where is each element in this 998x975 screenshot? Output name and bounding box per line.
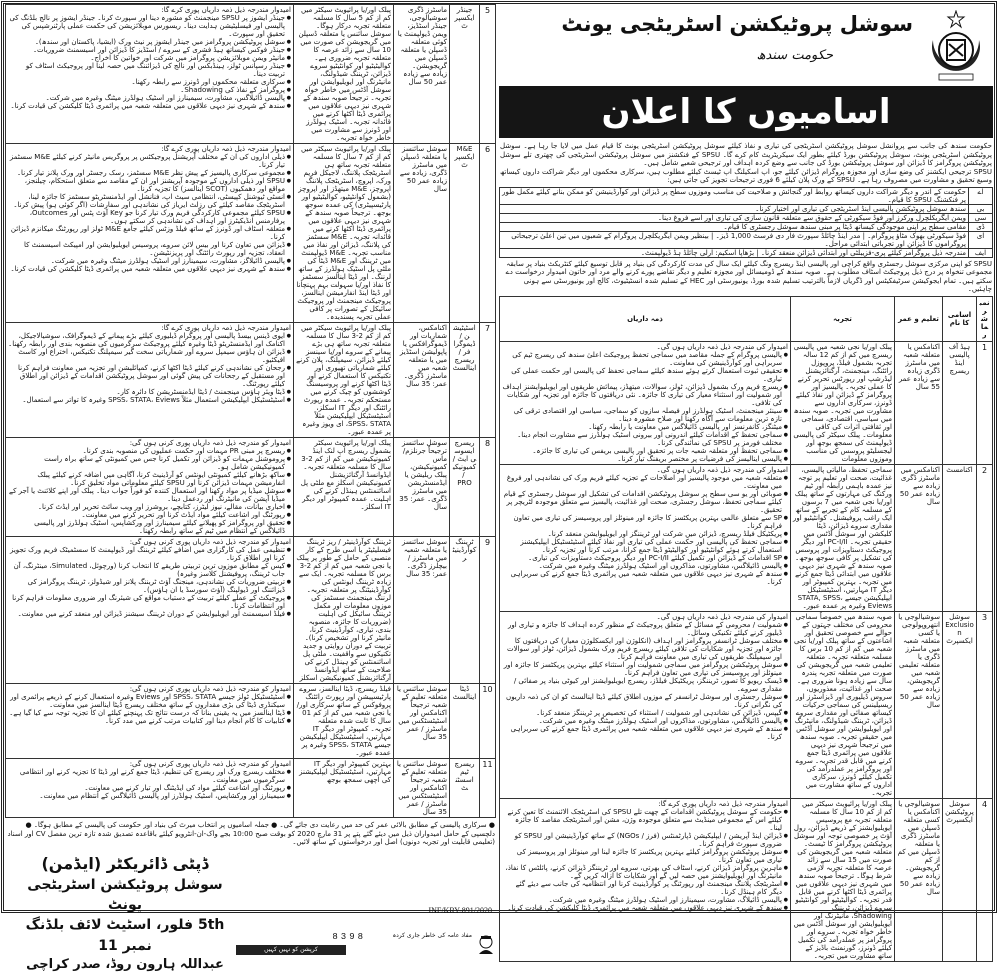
responsibilities-list: [502, 808, 788, 912]
position-number: 8: [480, 438, 496, 537]
position-education: سوشیالوجی یا انتھروپولوجی یا کسی متعلقہ شعبہ میں ماسٹرز ڈگری یا متعلقہ تعلیمی شعبہ میں گریجویشن، زیادہ سے زیادہ عمر 50 سال: [895, 611, 943, 798]
responsibility-item: ● مانیٹر ویمن موبلائزیشن پروگرامز میں شرکت اور خواتین کا اخراج۔: [8, 54, 291, 62]
responsibility-item: ● پالیسی اینالیسز کی فرضیات پر مختصر بریفنگ تیار کرنا۔: [502, 455, 788, 463]
recruitment-notice: SPSU کو اپنی مرکزی سوشل رجسٹری واقع کراچی اور پالیسی اینڈ ریسرچ ونگ کیلئے ایک سال کی مدت کارکردگی کی بنیاد پر قابل توسیع کیلئے کنٹریکٹ بنیاد پر سابقہ مجموعی تنخواہ پر درج ذیل پروجیکٹ اسٹاف مطلوب ہے۔ صوبہ سندھ کے ڈومیسائل اور مجوزہ تعلیم و دیگر تقاضے پورے کرنے والے مرد اور خاتون امیدوار درخواست دے سکتے ہیں۔ تمام ایجوکیشن سرٹیفکیٹس اور ڈگریاں لازماً بالترتیب تسلیم شدہ بورڈ، یونیورسٹی اور HEC کے تسلیم شدہ انسٹیٹیوٹ، کالج اور یونیورسٹی سے ہونی چاہئیں۔: [505, 259, 992, 293]
responsibility-item: ● سوشل پروٹیکشن پروگرامز میں سماجی شمولیت اور استثناء کیلئے بہترین پریکٹسز کا جائزہ اور مینوئلز اور پروسیسز کی تیاری میں تعاون فراہم کرنا۔: [502, 661, 788, 677]
position-education: سوشیالوجی یا اکنامکس یا کسی متعلقہ ڈسپلن میں ماسٹرز ڈگری یا متعلقہ ڈسپلن میں کم از کم گریجویشن۔ زیادہ سے زیادہ عمر 50 سال: [895, 798, 943, 961]
position-experience: صوبہ سندھ میں خصوصاً سماجی محرومی کی مختلف جہتوں کے حوالے سے خصوصی تحقیق اور اشاعتوں کے ساتھ پبلک اور/یا نجی شعبہ میں کم از کم 10 برس کا مسلمہ متعلقہ تجربہ۔ متعلقہ تعلیمی شعبہ میں گریجویشن کی صورت میں متعلقہ تجربہ پندرہ سال سے زیادہ ہونا ضروری ہے۔ صحت اور غذائیت، معذوریوں، سروس ڈیلیوری اور ڈیزاسٹرز اور ریسیلینس کی سماجی حرکیات کیساتھ صفائی اور مقداری سروے ڈیزائن، ٹریننگ شیڈولنگ، مانیٹرنگ اور ایویلیوایشن اور سوشل آڈٹس میں حقیقی تجربہ۔ صوبہ سندھ میں ترجیحاً شہری نیز دیہی علاقوں میں پرائمری ڈیٹا جمع کرنے میں قابل قدر تجربہ۔ سروے اور پروگرامز پر عملدرآمد کی تکمیل کیلئے ڈونرز، سرکاری اداروں کے ساتھ مشاورت میں تجربہ۔: [791, 611, 895, 798]
responsibility-item: ● جینڈر ایشوز پر SPSU مینجمنٹ کو مشورہ دینا اور سپورٹ کرنا۔ جینڈر ایشوز پر نالج بلڈنگ کی پالیسی اور فیسلیٹیشن ہدایت دینا۔ ریسورس موبلائزیشن کی حکمت عملی پارٹنرشپس کی تحقیق اور سپورٹ۔: [8, 14, 291, 38]
responsibility-item: ● سماجی تحفظ اور متعلقہ شعبہ جات پر تحقیق اور پالیسی بریفس کی تیاری کا جائزہ۔: [502, 447, 788, 455]
responsibility-item: ● ڈیسک ریویو کا تصور، ٹریننگز، پریکٹیکل فیلڈز، ریسرچ ایویلیوایشنز اور کیوٹی بنیاد پر صفائی / مقداری سروے۔: [502, 677, 788, 693]
table-row: [500, 611, 993, 798]
table-row: [6, 537, 496, 684]
intro-paragraph: حکومت سندھ کی جانب سے پروانشل سوشل پروٹیکشن اسٹریٹجی کی تیاری و نفاذ کیلئے سوشل پروٹیکشن اسٹریٹجی یونٹ کا قیام عمل میں لایا جا رہا ہے۔ سوشل پروٹیکشن اسٹریٹجی یونٹ، سوشل پروٹیکشن بورڈ کیلئے بطور ایک سیکریٹریٹ کام کرے گا۔ SPSU کے فنکشنز میں سوشل پروٹیکشن اسٹریٹجی کی چھتری تلے سوشل پروٹیکشن پروگرامز کا ڈیزائن اور سوشل پروٹیکشن بورڈ کی جانب سے وضع کردہ اہداف اور ترجیحی شعبے شامل ہیں۔: [500, 142, 993, 167]
responsibility-item: ● سوشل پروٹیکشن پروگرامز کیلئے بہترین پریکٹسز کا جائزہ لینا اور مینوئلز اور پروسیسز کی تیاری میں تعاون کرنا۔: [502, 848, 788, 864]
responsibilities-list: [8, 332, 291, 404]
priority-key: سی: [969, 213, 993, 222]
responsibility-item: ● ریسرچ فریم ورک بشمول ڈیزائن، ٹولز، سوالات، میتھڈز، پیمائش طریقوں اور ایویلیوایشنز اہداف اور شمولیت اور استثناء معیار کی تیاری کا جائزہ۔ نئی دریافتوں کا جائزہ اور تجزیہ اور شکایات کی تلافی۔: [502, 383, 788, 407]
responsibility-item: ● اسٹیٹسٹیکل ایپلیکیشن استعمال مثلاً SPSS، STATA، Eviews وغیرہ کا تواتر سے استعمال۔: [8, 396, 291, 404]
position-title: ریسرچ ٹیم اسسٹنٹ: [450, 759, 480, 818]
position-number: 3: [977, 611, 993, 798]
responsibilities-intro: امیدوار کو مندرجہ ذیل ذمہ داریاں پوری کرنی ہوں گی:: [129, 439, 291, 447]
position-number: 9: [480, 537, 496, 684]
position-number: 6: [480, 144, 496, 323]
header-education: تعلیم و عمر: [895, 296, 943, 341]
position-title: سوشل پروٹیکشن ایکسپرٹ: [943, 798, 977, 961]
responsibility-item: ● تحقیق اور پروگرامز کو پھیلانے کیلئے سیمینارز اور ورکشاپس، اسٹیک ہولڈرز اور پالیسی ڈائیلاگس کے انتظام میں ٹیم کے ساتھ رابطہ رکھنا۔: [8, 519, 291, 535]
position-responsibilities: [6, 5, 294, 144]
responsibilities-intro: امیدوار کی مندرجہ ذیل ذمہ داریاں ہوں گی۔: [656, 342, 788, 351]
priority-row: [500, 222, 993, 231]
responsibility-item: ● حکومت کے سوشل پروٹیکشن اقدامات کے چھت تلے SPSU کی اسٹریٹجک الائنمنٹ کا تعین کرنے کیلئے اس کے مجموعی مینڈیٹ سے متعلق موجودہ وژن، مشن اور اسٹریٹجک مقاصد کا جائزہ لینا۔: [502, 808, 788, 832]
signatory-org: سوشل پروٹیکشن اسٹریٹجی یونٹ: [27, 876, 223, 913]
signature-block: [25, 852, 225, 975]
position-experience: پبلک اور/یا پرائیویٹ سیکٹر میں کم از کم 2-3 سال کا مسلمہ متعلقہ تجربہ ساتھ ہی بڑے پیمانے کے سروے اور/یا سینسز کیلئے ڈیزائن، سیمپلنگ، پلان کرنے کیلئے شماریاتی تھیوری اور تکنیکس کا استعمال کرنے اور ڈیٹا اکٹھا کرنے اور پروسیسنگ کوششوں کو چیک کرنے میں مستحکم تجربہ۔ عمدہ رپورٹ رائٹنگ اور دیگر IT اسکلز، اسٹیٹسٹیکل ایپلیکیشن مثلاً SPSS، STATA، ای ویوز وغیرہ پر عمدہ عبور۔: [294, 323, 394, 438]
position-number: 2: [977, 464, 993, 611]
responsibilities-intro: امیدوار مندرجہ ذیل ذمہ داریاں پوری کرے گا:: [658, 799, 788, 808]
sindh-government-seal-icon: [925, 10, 987, 84]
position-education: سوشل سائنسز یا متعلقہ ڈسپلن میں ماسٹرز ڈگری، زیادہ سے زیادہ عمر 50 سال: [394, 144, 450, 323]
header-experience: تجربہ: [791, 296, 895, 341]
address-line-1: 5th فلور، اسٹیٹ لائف بلڈنگ نمبر 11: [25, 917, 225, 954]
responsibility-item: ● انسٹی ٹیوشنل کپیسٹی، انتظامی سیٹ اپ، فنانشل اور ایڈمنسٹریٹو سسٹمز کا جائزہ لینا، اسٹریٹجک مقاصد کیلئے کی رزلٹ ایریاز کی نشاندہی اور سفارشات (اگر کوئی ہو) پیش کرنا۔: [8, 193, 291, 209]
responsibility-item: ● متعلقہ شعبہ میں موجود پالیسیز اور اصلاحات کے تجزیہ کیلئے فریم ورک کی نشاندہی اور فروغ میں معاونت۔: [502, 474, 788, 490]
responsibility-item: ● سوشل رجسٹری اور سوشل ٹرانسفر کے موزوں اطلاق کیلئے ڈیٹا اینالسٹ کو ان کی ذمہ داریوں کی نگرانی کرنا۔: [502, 693, 788, 709]
position-title: سوشل Exclusion ایکسپرٹ: [943, 611, 977, 798]
position-number: 11: [480, 759, 496, 818]
responsibilities-list: [8, 153, 291, 273]
position-education: سوشل سائنسز ترجیحاً جرنلزم/ ماس کمیونیکیشن، پبلک ریلیشن یا ایڈمنسٹریشن میں ماسٹرز ڈگری۔ عمر: 35 سال: [394, 438, 450, 537]
responsibilities-intro: امیدوار مندرجہ ذیل ذمہ داریاں پوری کرے گا:: [161, 6, 291, 14]
position-experience: فیلڈ ریسرچ، ڈیٹا اینالسز، سروے پارٹیسپیشن اور رپورٹ رائٹنگ پروفوکس کے ساتھ سرکاری اور/یا نجی شعبہ میں کم از کم 01 سال کا ثابت شدہ متعلقہ تجربہ۔ کمپیوٹر اور دیگر IT مہارتیں، اسٹیٹسٹیکل ایپلیکیشن جیسے SPSS، STATA وغیرہ پر عمدہ عبور۔: [294, 684, 394, 759]
responsibility-item: ● رپورٹنگ اور اشاعت کیلئے مواد کی ایڈیٹنگ اور تیار کرنے میں معاونت۔: [8, 784, 291, 792]
position-number: 7: [480, 323, 496, 438]
responsibility-item: ● سندھ کے شہری نیز دیہی علاقوں میں متعلقہ شعبہ میں پرائمری ڈیٹا جمع کرنے کی سربراہی کرنا۔: [502, 570, 788, 586]
position-title: ہیڈ آف پالیسی اینڈ ریسرچ: [943, 341, 977, 464]
position-responsibilities: [6, 438, 294, 537]
header-responsibilities: ذمہ داریاں: [500, 296, 791, 341]
table-header-row: [500, 296, 993, 341]
responsibility-item: ● ریسرچ پر مبنی PR مہمات اور حکمت عملیوں کی منصوبہ بندی کرنا۔: [8, 447, 291, 455]
responsibility-item: ● ڈیزائن اینڈ آپریشن / ایپلیکیشن ڈپارٹمنٹس (فرز / NGOs) کے ساتھ کوآرڈینیشن اور SPSU کو ضروری سپورٹ فراہم کرنا۔: [502, 832, 788, 848]
responsibility-item: ● ڈیٹا اینالسز میں یہ یقینی بنانا کہ درست نتائج تک پہنچنے کیلئے ان کا تجزیہ توجہ سے کیا گیا ہے۔: [8, 709, 291, 717]
position-education: ماسٹرز ڈگری سوشیالوجی، جینڈر اسٹڈیز، ویمن ڈیولپمنٹ یا کوئی متعلقہ ڈسپلن یا متعلقہ ڈسپلن میں گریجویشن۔ زیادہ سے زیادہ عمر 50 سال: [394, 5, 450, 144]
footer-bottom: [5, 850, 496, 972]
table-row: [500, 798, 993, 961]
priority-row: [500, 231, 993, 248]
position-number: 1: [977, 341, 993, 464]
left-column: [5, 4, 496, 972]
position-education: سوشل سائنس یا متعلقہ تعلیم کے شعبہ ترجیحاً اکنامکس اور اسٹیٹسٹکس میں ماسٹرز / عمر 35 سال: [394, 684, 450, 759]
position-experience: سماجی تحفظ، مالیاتی پالیسی، غذائیت، صحت اور تعلیم پر توجہ نیز عمدہ باہمی رابطہ اور ٹیم ورکنگ کی مہارتوں کے ساتھ پبلک اور/یا نجی شعبہ میں 7 برسوں کے مسلمہ کام کے تجربے کے ساتھ ایک راغب پروفیشنل۔ کوانٹیٹیو اور مقداری سروے ڈیزائن، ڈیٹا کلیکشن اور سوشل آڈٹس میں حقیقی تجربہ۔ PC-I/II اور دیگر پروجیکٹ دستاویزات اور پروسس کی تشکیل پر کافی سوجھ بوجھ۔ صوبہ سندھ کے شہری نیز دیہی علاقوں میں ابتدائی ڈیٹا جمع کرنے میں تجربہ۔ بہترین کمپیوٹر اور دیگر IT مہارتیں، اسٹیٹسٹیکل ایپلیکیشن جیسے STATA, SPSS، Eviews وغیرہ پر عمدہ عبور۔: [791, 464, 895, 611]
header: [499, 4, 993, 140]
responsibilities-list: [8, 693, 291, 725]
position-responsibilities: [500, 341, 791, 464]
position-education: سوشل سائنس یا متعلقہ تعلیم کے شعبہ ترجیحاً اکنامکس اور اسٹیٹسٹکس میں ماسٹرز / عمر 35 سال: [394, 759, 450, 818]
responsibility-item: ● گیپس، ڈیزائن کی نشاندہی اور شمولیت / استثناء کی تخصیص پر ٹریننگز منعقد کرنا۔: [502, 709, 788, 717]
responsibilities-list: [8, 14, 291, 110]
responsibility-item: ● صوبائی اور یو سی سطح پر سوشل پروٹیکشن اقدامات کی تشکیل اور سوشل رجسٹری کے قیام کیلئے سماجی تحفظ، سوشل رجسٹری، صحت اور غذائیت، پالیسیز سے متعلق موجودہ لٹریچر پر تحقیق۔: [502, 490, 788, 514]
responsibility-item: ● پالیسی ڈائیلاگس، مشاورتوں، مذاکروں اور اسٹیک ہولڈرز میٹنگ وغیرہ میں شرکت۔: [502, 562, 788, 570]
header-no: نمبر شمار: [977, 296, 993, 341]
responsibility-item: ● سوشل پروٹیکشن پروگرامز میں جینڈر ایشوز پر نیٹ ورک (ایشیا، پاکستان اور سندھ)۔: [8, 38, 291, 46]
priority-key: اے: [969, 187, 993, 204]
position-education: اکنامکس، شماریات اور ڈیموگرافکس یا پاپولیشن اسٹڈیز میں یا متعلقہ شعبہ میں ماسٹرز ڈگری۔ عمر: 35 سال: [394, 323, 450, 438]
position-experience: پبلک اور/یا پرائیویٹ سیکٹر میں کم از کم 10 سال کا مسلمہ متعلقہ تجربہ مع پروسیس ایویلیوایشنز کے ذریعے ڈیزائن، رول آؤٹ پر خصوصی توجہ اور سوشل پروٹیکشن پروگرامز کا ٹیسٹ۔ متعلقہ شعبہ میں گریجویشن کی صورت میں 15 سال سے زائد عرصہ کا متعلقہ تجربہ لازمی شرط ہوگا۔ ترجیحاً صوبہ سندھ میں شہری نیز دیہی علاقوں میں پرائمری ڈیٹا اکٹھا کرنے میں قابل قدر تجربہ۔ کوالیٹیٹیو اور کوانٹیٹیو سروے ڈیزائن، ٹریننگ Shadowing، مانیٹرنگ اور ایویلیوایشن اور سوشل آڈٹس میں خاطر خواہ تجربہ۔ سروے اور پروگرامز پر عملدرآمد کی تکمیل کیلئے ڈونرز، گورنمنٹ باڈیز کے ساتھ مشاورت میں تجربہ۔: [791, 798, 895, 961]
responsibility-item: ● SP اقدامات کے ڈیزائن اور تکمیل کیلئے PC-I/II اور دیگر پروجیکٹ دستاویزات کی تیاری۔: [502, 554, 788, 562]
responsibility-item: ● اخباری بیانات، مقالے، نیوز لیٹرز، کتابچے، بروشرز اور ویب سائٹ تحریر اور ایڈٹ کرنا۔: [8, 503, 291, 511]
table-row: [6, 144, 496, 323]
responsibilities-list: [8, 546, 291, 618]
responsibility-item: ● جینڈر رسپانس ٹولز، ہینڈبکس اور نالج کی ڈیزائننگ میں حصہ لینا اور پروجیکٹ اسٹاف کو تربیت دینا۔: [8, 62, 291, 78]
priority-key: ڈی: [969, 222, 993, 231]
responsibility-item: ● سندھ کے شہری نیز دیہی علاقوں میں متعلقہ شعبہ میں پرائمری ڈیٹا کلیکشن کی قیادت کرنا۔: [502, 904, 788, 912]
responsibility-item: ● ذیلی اداروں کی ان کے مختلف آپریشنل پروجیکٹس پر پروگریس مانیٹر کرنے کیلئے M&E سسٹمز تیار کرنا۔: [8, 153, 291, 169]
responsibility-item: ● پالیسی ڈائیلاگز، مشاورت، سیمینارز اور اسٹیک ہولڈرز میٹنگ وغیرہ میں شرکت۔: [8, 257, 291, 265]
priority-text: مقامی سطح پر اپنی موجودگی کیساتھ ڈیٹا پر مبنی سندھ سوشل رجسٹری کا قیام۔: [500, 222, 969, 231]
responsibility-item: ● پالیسی ڈائیلاگ، مشاورت، سیمینارز اور اسٹیک ہولڈرز میٹنگ وغیرہ میں شرکت۔: [502, 896, 788, 904]
table-row: [6, 5, 496, 144]
position-title: اکنامسٹ: [943, 464, 977, 611]
position-responsibilities: [500, 798, 791, 961]
responsibility-item: ● پالیسی پروگرام کے جملہ مقاصد میں سماجی تحفظ پروجیکٹ اعلیٰ سندھ کی ریسرچ ٹیم کی سربراہی اور کوآرڈینیشن کی معاونت۔: [502, 351, 788, 367]
position-title: M&E ایکسپرٹ: [450, 144, 480, 323]
priority-key: بی: [969, 204, 993, 213]
responsibility-item: ● مختلف سوشل ٹرانسفر پروگرامز اور اہداف (انکلوژن اور ایکسکلوژن معیار) کی دریافتوں کا جائزہ اور تجزیہ اور شکایات کی تلافی کیلئے ریسرچ فریم ورک بشمول ڈیزائن، ٹولز اور سوالات اور سیمپلنگ طریقوں کی تیاری میں معاونت فراہم کرنا۔: [502, 637, 788, 661]
responsibility-item: ● مجموعی سرکاری پالیسیز کے پیش نظر M&E سسٹمز، رسک رجسٹر اور ورک پلانز تیار کرنا۔: [8, 169, 291, 177]
responsibility-item: ● سوشل میڈیا پر مواد رکھنا اور استعمال کنندہ کو فوراً جواب دینا۔ پبلک اور اپنے کلائنٹ یا آجر کے میڈیا آپشن کی مانیٹرنگ اور ردعمل دینا۔: [8, 487, 291, 503]
responsibility-item: ● ایوی ڈینس بیسڈ پالیسی اور پروگرام ڈیلیوری کیلئے بڑے پیمانے کے ڈیموگرافک، سوشیالاجیکل، اکنامک اور ایڈمنسٹریٹو ڈیٹا وغیرہ کیلئے پروجیکٹ سرگرمیوں کی منصوبہ بندی اور رابطہ رکھنا۔: [8, 332, 291, 348]
responsibility-item: ● اسٹریٹجک پلاننگ مینجمنٹ اور رپورٹنگ پر کوآرڈینیٹ کرنا اور انتظامیہ کی جانب سے دیئے گئے دیگر کام ہینڈل کرنا۔: [502, 880, 788, 896]
responsibility-item: ● SPSU کیلئے مجموعی کارکردگی فریم ورک تیار کرنا جو Key آؤٹ پٹس اور Outcomes، پرفارمنس انڈیکیٹرز اور اہداف کی نشاندہی کر سکتے ہوں۔: [8, 209, 291, 225]
priority-text: فوڈ سیکورٹی بھوک مٹاؤ پروگرام۔ | مدر اینڈ چائلڈ سپورٹ فار دی فرسٹ 1,000 ڈیز۔ | بینظیر ویمن ایگریکلچرل پروگرام کے شعبوں میں تین اعلیٰ ترجیحاتی پروگراموں کا ڈیزائن اور تجرباتی ابتدائی مراحل۔: [500, 231, 969, 248]
responsibility-item: ● تربیتی ضروریات کی نشاندہی، مینجنگ آؤٹ ٹریننگ پلانز اور شیڈولز، ٹریننگ پروگرامز کی ڈیزائننگ اور ڈیولپنگ (آؤٹ سورسڈ یا ان ہاؤس)۔: [8, 578, 291, 594]
strip-code: 8398: [332, 931, 366, 942]
position-number: 5: [480, 5, 496, 144]
position-experience: پبلک اور/یا پرائیویٹ سیکٹر میں کم از کم 5 سال کا مسلمہ متعلقہ تجربہ درکار ہوگا۔ سوشل سائنس یا متعلقہ ڈسپلن میں گریجویشن کی صورت میں 10 سال سے زائد عرصہ کا متعلقہ تجربہ ضروری ہے۔ کوالیٹیٹیو اور کوانٹیٹیو سروے ڈیزائن، ٹریننگ شیڈولنگ، مانیٹرنگ اور ایویلیوایشن اور سوشل آڈٹس میں خاطر خواہ تجربہ۔ ترجیحاً صوبہ سندھ کے شہری نیز دیہی علاقوں میں پرائمری ڈیٹا اکٹھا کرنے میں قائدانہ تجربہ۔ اسٹیک ہولڈرز اور ڈونرز سے مشاورت میں خاطر خواہ تجربہ۔: [294, 5, 394, 144]
position-number: 4: [977, 798, 993, 961]
responsibility-item: ● پریکٹیکل فیلڈ ریسرچ، ڈیزائن میں شرکت اور ٹریننگز اور ایویلیوایشن منعقد کرنا۔: [502, 530, 788, 538]
responsibility-item: ● ڈیزائن میں تعاون کرنا اور بیس لائن سروے، پروسیس ایویلیوایشن اور امپیکٹ اسیسمنٹ کا انعقاد، تجزیہ اور رپورٹ رائٹنگ اور پریزنٹیشن۔: [8, 241, 291, 257]
responsibility-item: ● SPSU اور ذیلی اداروں کے موجودہ آپریشنز اور ان کے مقاصد سے متعلق استحکام، چیلنجز، مواقع اور دھمکیوں (SCOT اینالسز) کا تجزیہ کرنا۔: [8, 177, 291, 193]
positions-table: [499, 296, 993, 962]
responsibility-item: ● رجحان کی نشاندہی کرنے کیلئے ڈیٹا اکٹھا کرنے، کمپائلیشن اور تجزیہ میں معاونت فراہم کرنا اور مستقبل کے رجحانات کی پیش گوئی اور سوشل پروٹیکشن اقدامات کے ڈیزائن اور اطلاق کیلئے رپورٹنگ۔: [8, 364, 291, 388]
position-education: اکنامکس میں ماسٹرز ڈگری زیادہ سے زیادہ عمر 50 سال: [895, 464, 943, 611]
responsibility-item: ● مختلف ریسرچ ورک اور ریسرچ کی تنظیم، ڈیٹا جمع کرنے اور ڈیٹا کا تجزیہ کرنے اور انتظامی سرگرمیوں میں معاونت۔: [8, 768, 291, 784]
position-education: اکنامکس یا متعلقہ شعبہ میں ماسٹرز ڈگری زیادہ سے زیادہ عمر 55 سال: [895, 341, 943, 464]
responsibilities-intro: امیدوار مندرجہ ذیل ذمہ داریاں پوری کرے گا:: [161, 324, 291, 332]
priority-text: سندھ سوشل پروٹیکشن پالیسی اینڈ اسٹریٹجی کی تیاری اور اختیار کرنا۔: [500, 204, 969, 213]
responsibility-item: ● ماہرین پروگرامز ڈیزائن کرنے، اسٹاف کی بھرتی، سروے اور ٹریننگز ڈیزائن کرنے، پائلٹس کا نفاذ، مانیٹرنگ اور ایویلیوایشنز میں حصہ لیں گے اور شکایات کا ازالہ کریں گے۔: [502, 864, 788, 880]
position-responsibilities: [500, 611, 791, 798]
table-row: [6, 438, 496, 537]
address-line-2: عبداللہ ہارون روڈ، صدر کراچی: [26, 956, 224, 972]
position-responsibilities: [6, 323, 294, 438]
position-responsibilities: [6, 144, 294, 323]
priority-row: [500, 213, 993, 222]
priority-row: [500, 248, 993, 257]
priority-key: ای: [969, 231, 993, 248]
strip-bar: کرپشن کو نہیں کہیں: [236, 945, 346, 955]
responsibility-item: ● سرکاری متعلقہ محکموں اور ڈونرز سے رابطہ رکھنا۔: [8, 78, 291, 86]
responsibility-item: ● تنظیمی عمل کی کارگزاری میں اضافے کیلئے ٹریننگ اور ڈیولپمنٹ کا سسٹمیٹک فریم ورک تجویز کرنا اور اطلاق کرنا۔: [8, 546, 291, 562]
priority-key: ایف: [969, 248, 993, 257]
responsibility-item: ● جینڈر فوکس کیساتھ ہیڈ فشری کے سروے / اسٹڈیز کا ڈیزائن اور اسیسمنٹ ضروریات۔: [8, 46, 291, 54]
position-experience: بہترین کمپیوٹر اور دیگر IT مہارتیں، اسٹیٹسٹیکل ایپلیکیشنز کی اچھی سمجھ بوجھ: [294, 759, 394, 818]
responsibility-item: ● سماجی تحفظ کے اقدامات کیلئے اندرونی اور بیرونی اسٹیک ہولڈرز سے مشاورت انجام دینا۔ مختلف فورمز پر SPSU کی نمائندگی کرنا۔: [502, 431, 788, 447]
responsibility-item: ● متعلقہ اسٹاف اور ڈونرز کے ساتھ فیلڈ وزٹس کیلئے جامع M&E ٹولز اور رپورٹنگ میکانزم ڈیزائن کرنا۔: [8, 225, 291, 241]
position-experience: ٹریننگ کوآرڈینیٹر / ریز ٹریننگ فیسلیٹیٹر یا اسی طرح کے کار منصبی کے حامل کے طور پر پبلک یا نجی شعبہ میں کم از کم 2-3 برس کا مسلمہ تجربہ۔ ایک سے زیادہ ٹریننگ ایونٹس کی کوآرڈینیٹنگ پر متعلقہ تجربہ۔ لرننگ مینجمنٹ سسٹمز کی موزوں معلومات اور مکمل ٹریننگ سائیکل کی اہلیت (ضروریات کا جائزہ، منصوبہ بندی، تیاری، کوآرڈینیٹ کرنا، مانیٹر کرنا اور تشخیص کرنا)۔ تربیت کے دوران روایتی و جدید تکنیکوں سے واقفیت۔ ملٹی پل اسائنمنٹس کو ہینڈل کرنے کی صلاحیت کے ساتھ ایڈوانسڈ آرگنائزیشنل کمیونیکیشن اسکلز: [294, 537, 394, 684]
responsibility-item: ● کتابیات کا کام انجام دینا اور کتابیات مرتب کرنے میں مدد کرنا۔: [8, 717, 291, 725]
position-responsibilities: [6, 759, 294, 818]
responsibility-item: ● پروگرامز کے نفاذ کی Shadowing۔: [8, 86, 291, 94]
right-column: [499, 4, 993, 962]
strip-text: مفاد عامہ کی خاطر جاری کردہ: [392, 931, 472, 939]
priority-row: [500, 187, 993, 204]
position-responsibilities: [500, 464, 791, 611]
responsibilities-intro: امیدوار کو مندرجہ ذیل ذمہ داریاں پوری کرنی ہوں گی:: [129, 760, 291, 768]
responsibility-item: ● ڈیٹا ویئر ہاؤس مینجمنٹ / ڈیٹا ایڈمنسٹریشن کا دائرہ کار۔: [8, 388, 291, 396]
vacancies-banner: اسامیوں کا اعلان: [499, 86, 993, 138]
responsibilities-intro: امیدوار کو مندرجہ ذیل ذمہ داریاں پوری کرنی ہوں گی:: [129, 685, 291, 693]
responsibilities-list: [8, 447, 291, 535]
responsibilities-list: [502, 351, 788, 463]
responsibility-item: ● سینئر مینجمنٹ، اسٹیک ہولڈرز اور فیصلہ سازوں کو سماجی، سیاسی اور اقتصادی ترقی کی تازہ ترین معلومات سے آگاہ رکھنا اور صلاح مشورہ دینا۔: [502, 407, 788, 423]
responsibilities-intro: امیدوار کی مندرجہ ذیل ذمہ داریاں ہوں گی۔: [656, 612, 788, 621]
position-title: ریسرچ ایسوسی ایٹ / کمیونیکیشن / PRO: [450, 438, 480, 537]
responsibility-item: ● کیس کے مطابق موزوں ترین تربیتی طریقے کا انتخاب کرنا (ورچوئل، Simulated، مینٹرنگ، آن جاب ٹریننگ، پروفیشنل کلاسز وغیرہ): [8, 562, 291, 578]
table-row: [6, 759, 496, 818]
responsibility-item: ● سندھ کے شہری نیز دیہی علاقوں میں متعلقہ شعبہ میں پرائمری ڈیٹا کلیکشن کی قیادت کرنا۔: [8, 102, 291, 110]
responsibility-item: ● ڈیزائن ان ہاؤس سیمپل سروے اور شماریاتی سخت گیر سیمپلنگ تکنیکس، اختراع اور کاسٹ افیکٹیو۔: [8, 348, 291, 364]
responsibility-item: ● پالیسی ڈائیلاگس، مشاورتوں، مذاکروں اور اسٹیک ہولڈرز میٹنگ وغیرہ میں شرکت۔: [502, 717, 788, 725]
responsibility-item: ● میٹنگز، کانفرنسز اور پالیسی ڈائیلاگس میں معاونت یا رابطہ رکھنا۔: [502, 423, 788, 431]
responsibilities-intro: امیدوار کی مندرجہ ذیل ذمہ داریاں ہوں گی۔: [656, 465, 788, 474]
responsibility-item: ● پروموشنل مہمات کو ڈیزائن اور تکمیل کرنا جس میں کمیونٹی کے ساتھ براہ راست کمیونیکیشن شامل ہو۔: [8, 455, 291, 471]
responsibility-item: ● سیمینارز اور ورکشاپس، اسٹیک ہولڈرز اور پالیسی ڈائیلاگس کے انتظام میں معاونت۔: [8, 792, 291, 800]
position-title: ڈیٹا اینالسٹ: [450, 684, 480, 759]
intro-paragraph: SPSU ترجیحی ایکشنز کی وضع سازی اور مجوزہ پروگرام ڈیزائن کیلئے جو، اپ اسکیلنگ اپ ٹیسٹ کیلئے مطلوب ہیں، سرکاری محکموں اور دیگر شراکت داروں کیساتھ وسیع تحقیق و مشاورت میں مصروف رہا ہے۔ SPSU کے ورک پلان کیلئے 6 فوری ترجیحات تجویز کی جاتی ہیں:: [500, 167, 992, 184]
responsibility-item: ● رپورٹنگ اور اشاعت کیلئے مواد ایڈٹ کرنا اور تحریر کرنے میں معاونت۔: [8, 511, 291, 519]
position-number: 10: [480, 684, 496, 759]
position-education: سوشل سائنسز یا متعلقہ شعبہ میں ماسٹرز / بیچلرز ڈگری۔ عمر: 35 سال: [394, 537, 450, 684]
position-experience: پبلک اور/یا پرائیویٹ سیکٹر بشمول ریسرچ اپ لنک اینڈ کمیونیکیشن میں کم از کم 2-3 سال کا مسلمہ متعلقہ تجربہ۔ ایڈوانسڈ آرگنائزیشنل کمیونیکیشن اسکلز مع ملٹی پل اسائنمنٹس ہینڈل کرنے کی اہلیت۔ عمدہ کمپیوٹر اور دیگر IT اسکلز۔: [294, 438, 394, 537]
position-title: جینڈر ایکسپرٹ: [450, 5, 480, 144]
footer-notes: ● سرکاری پالیسی کے مطابق بالائی عمر کی حد میں رعایت دی جائے گی۔ ● جملہ اسامیوں پر انتخاب میرٹ کی بنیاد اور حکومت کی پالیسی کے مطابق ہوگا۔ ● دلچسپی کے حامل امیدواران ذیل میں دیئے گئے پتے پر 31 مارچ 2020 کو بوقت صبح 10:00 بجے واک-ان-انٹرویو کیلئے باقاعدہ تصدیق شدہ تازہ ترین مفصل CV اور اسناد (تعلیمی قابلیت اور تجربہ دونوں) اصل اور درخواستوں کے ساتھ لائیں۔: [7, 821, 495, 846]
responsibilities-intro: امیدوار کو مندرجہ ذیل ذمہ داریاں پوری کرنی ہوں گی:: [129, 538, 291, 546]
table-row: [500, 341, 993, 464]
responsibility-item: ● اسٹیٹسٹیکل ٹولز جیسے SPSS، STATA اور Eviews وغیرہ استعمال کرنے کے ذریعے پرائمری اور سیکنڈری ڈیٹا کی بڑی مقداروں کے ساتھ مختلف ریسرچ ڈیٹا اینالسز میں معاونت۔: [8, 693, 291, 709]
position-responsibilities: [6, 684, 294, 759]
position-title: ٹریننگ کوآرڈینیٹر: [450, 537, 480, 684]
responsibilities-intro: امیدوار مندرجہ ذیل ذمہ داریاں پوری کرے گا:: [161, 145, 291, 153]
reference-number: INF/KRY-891/2020: [428, 905, 492, 915]
responsibilities-list: [8, 768, 291, 800]
priority-text: ویمن ایگریکلچرل ورکرز اور فوڈ سیکورٹی کے حقوق سے متعلقہ قانون سازی کی تیاری اور اسے فروغ دینا۔: [500, 213, 969, 222]
priorities-table: [499, 187, 993, 258]
responsibility-item: ● فیلڈ اسیسمنٹ اور ایویلیوایشن کے دوران ٹریننگ سیشنز ڈیزائن اور منعقد کرنے میں معاونت۔: [8, 610, 291, 618]
position-experience: پبلک اور/یا نجی شعبہ میں پالیسی ریسرچ میں کم از کم 12 سالہ تجربہ بشمول فیلڈ، پروپوزل رائٹنگ، مینجمنٹ، آرگنائزیشنل لیڈرشپ اور رپورٹس تحریر کرنے کا عملی تجربہ۔ پالیسیز اور پروگرامز کے ڈیزائن اور نفاذ کیلئے ڈونرز، سرکاری اداروں سے مشاورت میں تجربہ۔ صوبہ سندھ میں سیاسی، اقتصادی، سماجی اور ثقافتی اثرات کی کافی معلومات۔ پبلک سیکٹر کی پالیسی ڈیولپمنٹ کی سمجھ بوجھ اور لیجسلیٹو پروسس کی مناسب وموزوں معلومات: [791, 341, 895, 464]
responsibility-item: ● پروجیکٹ کے عملے کیلئے تربیت کے دستیاب مواقع کی شیئرنگ اور ضروری معلومات فراہم کرنا اور انتظامات کرنا۔: [8, 594, 291, 610]
responsibility-item: ● SP سے متعلق عالمی بہترین پریکٹسز کا جائزہ اور مینوئلز اور پروسیسز کی تیاری میں تعاون فراہم کرنا۔: [502, 514, 788, 530]
org-title: سوشل پروٹیکشن اسٹریٹجی یونٹ: [561, 12, 913, 36]
mascot-icon: [476, 934, 496, 954]
responsibility-item: ● سندھ کے شہری نیز دیہی علاقوں میں متعلقہ شعبہ میں پرائمری ڈیٹا کلیکشن کی قیادت کرنا۔: [8, 265, 291, 273]
position-title: اسٹیٹیشن / ڈیموگرافر / ریسرچ اینالسٹ: [450, 323, 480, 438]
table-row: [6, 323, 496, 438]
table-row: [500, 464, 993, 611]
responsibility-item: ● پالیسی ڈائیلاگس، مشاورت، سیمینارز اور اسٹیک ہولڈرز میٹنگ وغیرہ میں شرکت۔: [8, 94, 291, 102]
position-responsibilities: [6, 537, 294, 684]
table-row: [6, 684, 496, 759]
responsibilities-list: [502, 621, 788, 741]
position-experience: پبلک اور/یا پرائیویٹ سیکٹر میں کم از کم 7 سال کا مسلمہ متعلقہ تجربہ ساتھ ہی اسٹریٹجک پلاننگ، لاجیکل فریم ورک، اپروچ، اسٹریٹجک پلاننگ اپروچز، M&E میتھڈز اور اپروچز (بشمول کوانٹیٹیو، کوالیٹیٹیو اور پارٹیسپیٹری) کی عمدہ سوجھ بوجھ۔ ترجیحاً صوبہ سندھ کے شہری نیز دیہی علاقوں میں پرائمری ڈیٹا اکٹھا کرنے میں قائدانہ تجربہ۔ M&E سسٹمز کی پلاننگ، ڈیزائن اور نفاذ میں مناسب تجربہ۔ M&E ڈیولپمنٹ میں ٹریننگ اور M&E ڈیٹا کی ملٹی پل اسٹیک ہولڈرز کے ساتھ لرننگ۔ اور ڈیٹا اینالسز سسٹمز کا نفاذ اور/یا سہولت بہم پہنچانا اور ڈیٹا اینڈ انفارمیشن اینالسز، پروجیکٹ مینجمنٹ اور پروجیکٹ سائیکل کے تصورات پر کافی عملی تجربہ پسندیدہ۔: [294, 144, 394, 323]
positions-table-continued: [5, 4, 496, 818]
intro-text: [499, 140, 993, 187]
public-interest-strip: [236, 932, 496, 956]
responsibility-item: ● ساکھ بڑھانے کیلئے کمیونٹی ایونٹس کو آرڈینیٹ کرنا، آگاہی میں اضافہ کرنے کیلئے پبلک انفارمیشن مہمات ڈیزائن کرنا اور SPSU کیلئے معلوماتی مواد تخلیق کرنا۔: [8, 471, 291, 487]
header-post: اسامی کا نام: [943, 296, 977, 341]
priority-row: [500, 204, 993, 213]
priority-text: مندرجہ ذیل پروگرامز کیلئے پری-فزیبلٹی اور ابتدائی ڈیزائن منعقد کرنا۔ | بڑھاپا اسکیم: ارلی چائلڈ ہڈ ڈیولپمنٹ۔: [500, 248, 969, 257]
responsibility-item: ● سندھ کے شہری نیز دیہی علاقوں میں متعلقہ شعبہ میں پرائمری ڈیٹا جمع کرنے کی سربراہی کرنا۔: [502, 725, 788, 741]
responsibility-item: ● سماجی تحفظ کی پالیسی اور حکمت عملی کی تیاری اور نفاذ کیلئے اسٹیٹسٹیکل ایپلیکیشنز استعمال کرتے ہوئے کوانٹیٹیو اور کوالیٹیٹو ڈیٹا جمع کرانا، مرتب کرنا اور تجزیہ کرنا۔: [502, 538, 788, 554]
responsibility-item: ● شمولیت / محرومی کے مسائل کے متعلق پروجیکٹ کے منظور کردہ اہداف کا جائزہ و تیاری اور ڈیلیور کرنے کیلئے تکنیکی وسائل۔: [502, 621, 788, 637]
priority-text: حکومت کے اندر و دیگر شراکت داروں کیساتھ روابط اور گنجائش و صلاحیت کی مناسب وموزوں سطح پر ڈیزائن اور کوآرڈینیشن کو ممکن بنانے کیلئے مکمل طور پر فنکشنگ SPSU کا قیام۔: [500, 187, 969, 204]
government-subtitle: حکومت سندھ: [756, 48, 833, 63]
signatory-title: ڈپٹی ڈائریکٹر (ایڈمن): [41, 853, 209, 873]
responsibilities-list: [502, 474, 788, 586]
responsibility-item: ● تحقیقی ثبوت استعمال کرتے ہوئے سندھ کیلئے سماجی تحفظ کی پالیسی اور حکمت عملی کی تیاری۔: [502, 367, 788, 383]
